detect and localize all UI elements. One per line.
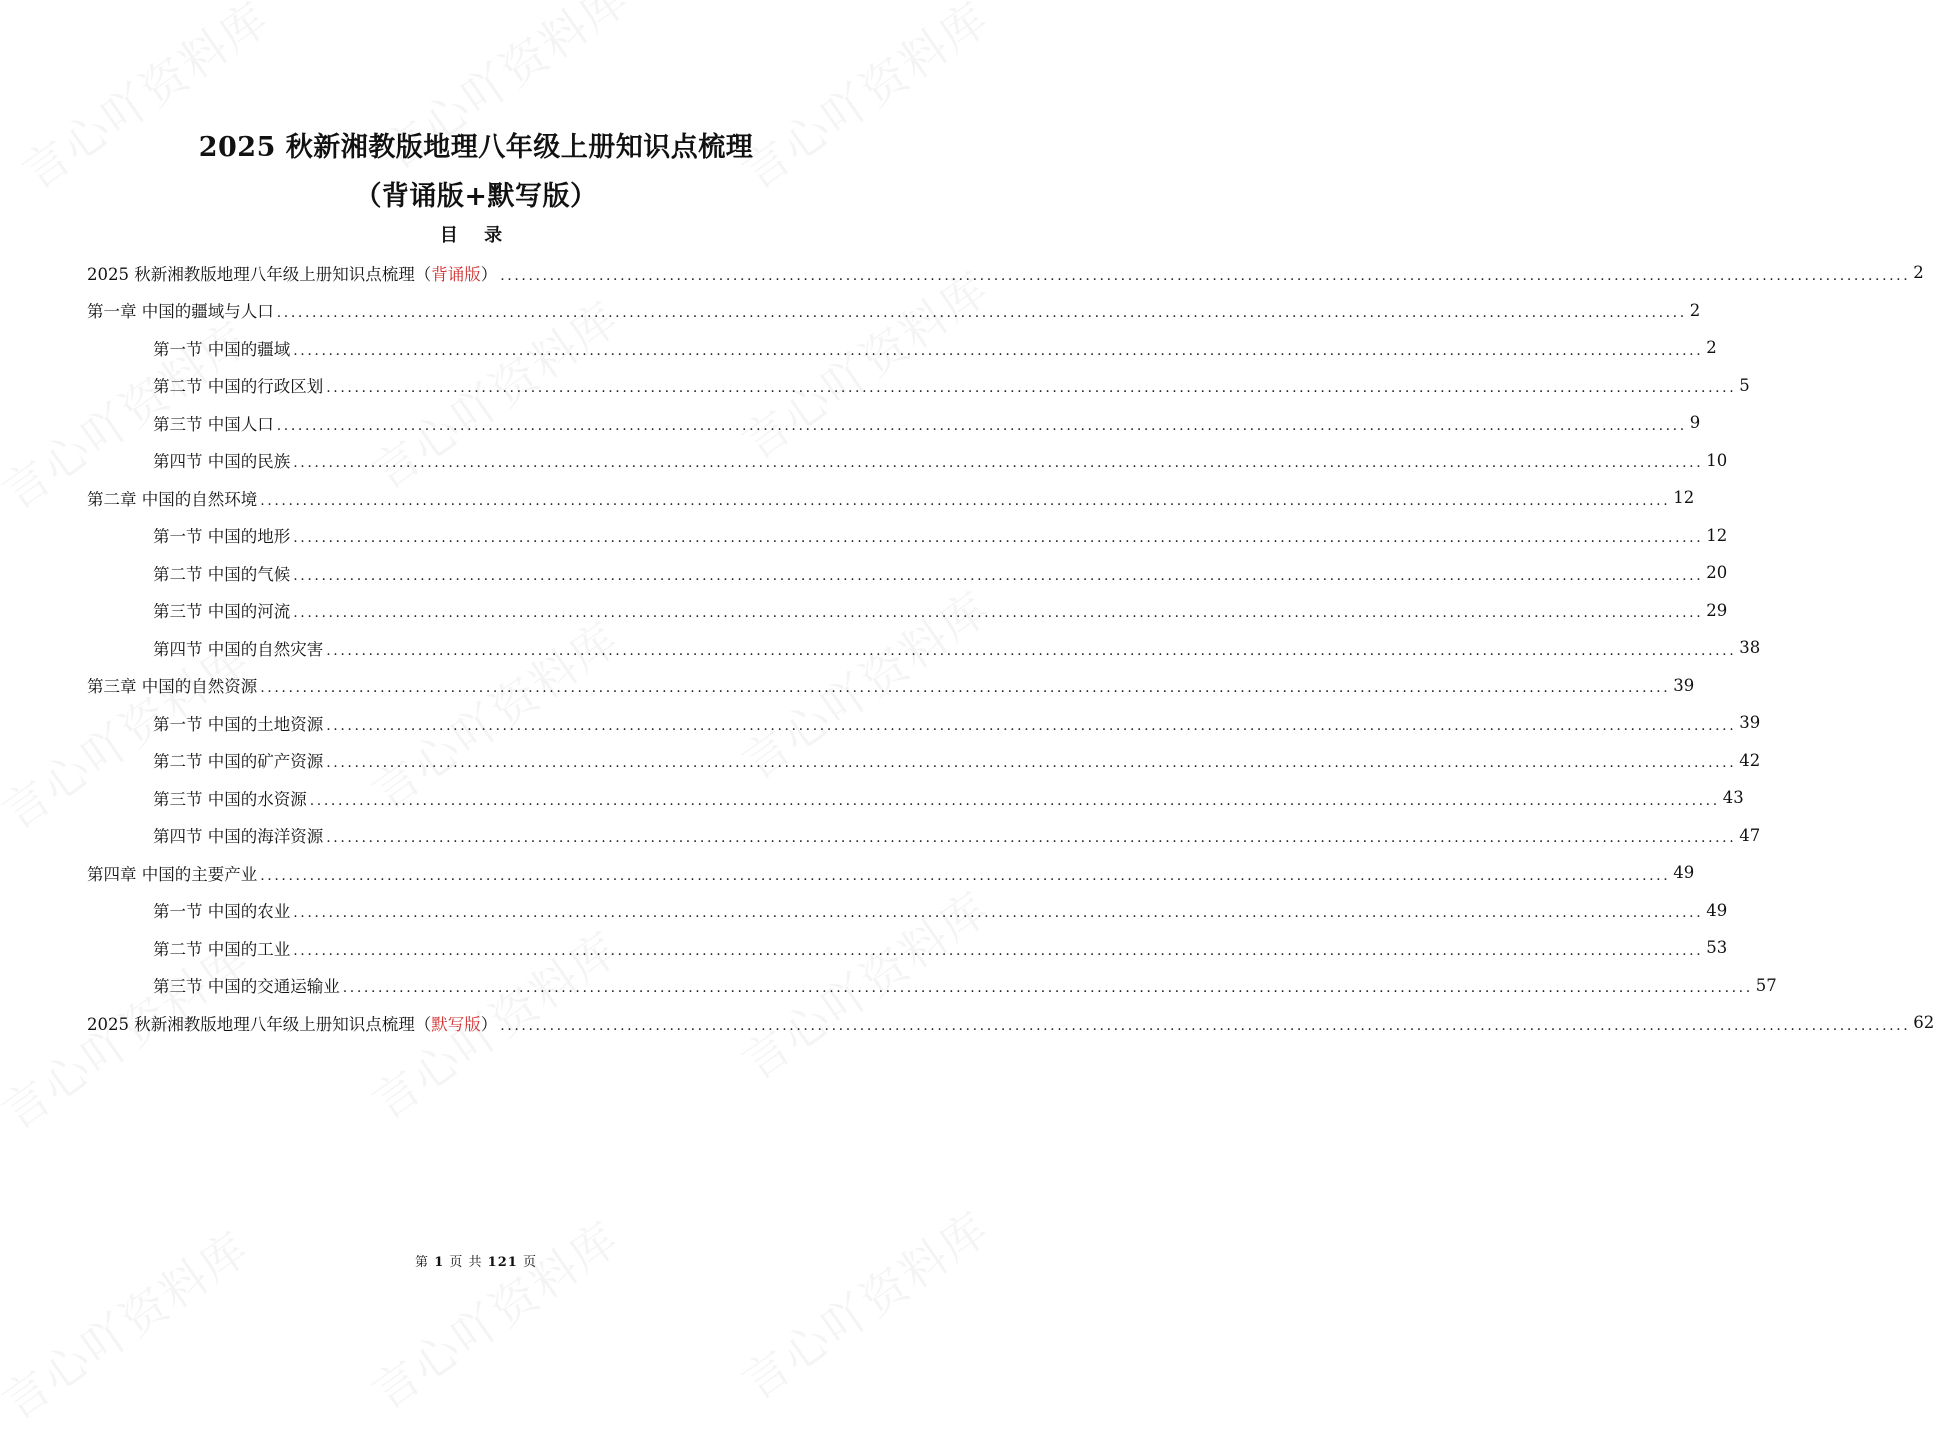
toc-leader-dots: ........................................................................................................................................................................................................: [293, 567, 1704, 584]
toc-entry-page: 39: [1673, 675, 1695, 695]
toc-entry[interactable]: [0, 329, 1717, 367]
toc-entry[interactable]: [0, 442, 1728, 480]
toc-entry-label: 第三节 中国人口: [153, 414, 274, 434]
toc-entry-page: 2: [1913, 263, 1924, 283]
toc-entry-page: 10: [1706, 450, 1728, 470]
toc-entry-label: 第二节 中国的行政区划: [153, 377, 324, 397]
toc-entry[interactable]: [0, 817, 1761, 855]
toc-entry[interactable]: [0, 292, 1701, 330]
toc-entry-label: 第二章 中国的自然环境: [87, 489, 258, 509]
toc-entry-page: 9: [1689, 413, 1701, 433]
toc-entry[interactable]: [0, 742, 1761, 780]
toc-entry-page: 53: [1706, 938, 1728, 958]
toc-entry[interactable]: [0, 929, 1728, 967]
toc-entry-page: 43: [1722, 788, 1744, 808]
toc-entry-label: 2025 秋新湘教版地理八年级上册知识点梳理（背诵版）: [87, 264, 498, 284]
toc-entry[interactable]: [0, 967, 1777, 1005]
toc-entry[interactable]: [0, 779, 1744, 817]
document-subtitle: （背诵版+默写版）: [354, 181, 598, 212]
footer-suffix: 页: [522, 1255, 537, 1270]
toc-leader-dots: ........................................................................................................................................................................................................: [500, 1017, 1911, 1034]
footer-middle: 页 共: [449, 1255, 483, 1270]
footer-total-pages: 121: [487, 1255, 518, 1270]
toc-entry[interactable]: [0, 554, 1728, 592]
toc-leader-dots: ........................................................................................................................................................................................................: [293, 905, 1704, 922]
toc-entry-page: 29: [1706, 600, 1728, 620]
toc-entry-label: 第三章 中国的自然资源: [87, 677, 258, 697]
toc-leader-dots: ........................................................................................................................................................................................................: [260, 680, 1671, 697]
toc-entry-page: 5: [1739, 375, 1750, 395]
toc-entry[interactable]: [0, 704, 1761, 742]
toc-entry-label: 第二节 中国的矿产资源: [153, 752, 324, 772]
toc-leader-dots: ........................................................................................................................................................................................................: [326, 755, 1737, 772]
toc-entry-label: 第一节 中国的疆域: [153, 339, 291, 359]
toc-entry-label: 第二节 中国的工业: [153, 939, 291, 959]
toc-entry-label: 第四节 中国的自然灾害: [153, 639, 324, 659]
footer-current-page: 1: [434, 1255, 445, 1270]
toc-leader-dots: ........................................................................................................................................................................................................: [326, 642, 1737, 659]
toc-entry-page: 57: [1755, 975, 1777, 995]
toc-entry-label: 第四节 中国的海洋资源: [153, 827, 324, 847]
page-footer: [0, 1251, 952, 1270]
toc-entry[interactable]: [0, 854, 1695, 892]
toc-entry-label: 第三节 中国的交通运输业: [153, 977, 340, 997]
toc-entry[interactable]: [0, 254, 1924, 292]
table-of-contents: [0, 254, 1935, 1042]
toc-entry-page: 2: [1706, 338, 1717, 358]
toc-entry-page: 42: [1739, 750, 1761, 770]
toc-entry[interactable]: [0, 667, 1695, 705]
toc-leader-dots: ........................................................................................................................................................................................................: [293, 455, 1704, 472]
toc-entry-page: 62: [1913, 1013, 1935, 1033]
toc-leader-dots: ........................................................................................................................................................................................................: [326, 717, 1737, 734]
toc-entry-highlight: 默写版: [431, 1014, 481, 1034]
toc-entry[interactable]: [0, 629, 1761, 667]
toc-heading: 目 录: [439, 225, 513, 246]
toc-entry-label: 第二节 中国的气候: [153, 564, 291, 584]
toc-leader-dots: ........................................................................................................................................................................................................: [260, 492, 1671, 509]
toc-entry-highlight: 背诵版: [431, 264, 481, 284]
footer-prefix: 第: [415, 1255, 430, 1270]
toc-entry-page: 12: [1706, 525, 1728, 545]
toc-entry-page: 12: [1673, 488, 1695, 508]
toc-entry-label: 第一章 中国的疆域与人口: [87, 302, 274, 322]
toc-entry-label: 第一节 中国的农业: [153, 902, 291, 922]
toc-entry[interactable]: [0, 404, 1701, 442]
toc-entry[interactable]: [0, 892, 1728, 930]
toc-entry[interactable]: [0, 517, 1728, 555]
toc-entry-page: 49: [1706, 900, 1728, 920]
toc-leader-dots: ........................................................................................................................................................................................................: [293, 342, 1704, 359]
toc-leader-dots: ........................................................................................................................................................................................................: [293, 530, 1704, 547]
toc-leader-dots: ........................................................................................................................................................................................................: [276, 417, 1687, 434]
toc-leader-dots: ........................................................................................................................................................................................................: [326, 380, 1737, 397]
toc-leader-dots: ........................................................................................................................................................................................................: [293, 942, 1704, 959]
toc-entry-label: 第四节 中国的民族: [153, 452, 291, 472]
toc-leader-dots: ........................................................................................................................................................................................................: [293, 605, 1704, 622]
toc-entry[interactable]: [0, 367, 1750, 405]
toc-entry-label: 第四章 中国的主要产业: [87, 864, 258, 884]
toc-entry-page: 39: [1739, 713, 1761, 733]
toc-entry-label: 第一节 中国的土地资源: [153, 714, 324, 734]
toc-leader-dots: ........................................................................................................................................................................................................: [500, 267, 1911, 284]
document-title: 2025 秋新湘教版地理八年级上册知识点梳理: [198, 132, 754, 163]
toc-leader-dots: ........................................................................................................................................................................................................: [342, 980, 1753, 997]
toc-entry-label: 2025 秋新湘教版地理八年级上册知识点梳理（默写版）: [87, 1014, 498, 1034]
toc-entry-label: 第三节 中国的河流: [153, 602, 291, 622]
toc-entry-page: 38: [1739, 638, 1761, 658]
toc-leader-dots: ........................................................................................................................................................................................................: [260, 867, 1671, 884]
toc-entry-page: 47: [1739, 825, 1761, 845]
toc-entry-page: 2: [1689, 300, 1701, 320]
toc-leader-dots: ........................................................................................................................................................................................................: [276, 305, 1687, 322]
toc-entry-page: 49: [1673, 863, 1695, 883]
toc-entry-page: 20: [1706, 563, 1728, 583]
toc-entry[interactable]: [0, 592, 1728, 630]
toc-entry[interactable]: [0, 479, 1695, 517]
toc-entry[interactable]: [0, 1004, 1935, 1042]
toc-entry-label: 第三节 中国的水资源: [153, 789, 307, 809]
toc-entry-label: 第一节 中国的地形: [153, 527, 291, 547]
toc-leader-dots: ........................................................................................................................................................................................................: [326, 830, 1737, 847]
toc-leader-dots: ........................................................................................................................................................................................................: [309, 792, 1720, 809]
